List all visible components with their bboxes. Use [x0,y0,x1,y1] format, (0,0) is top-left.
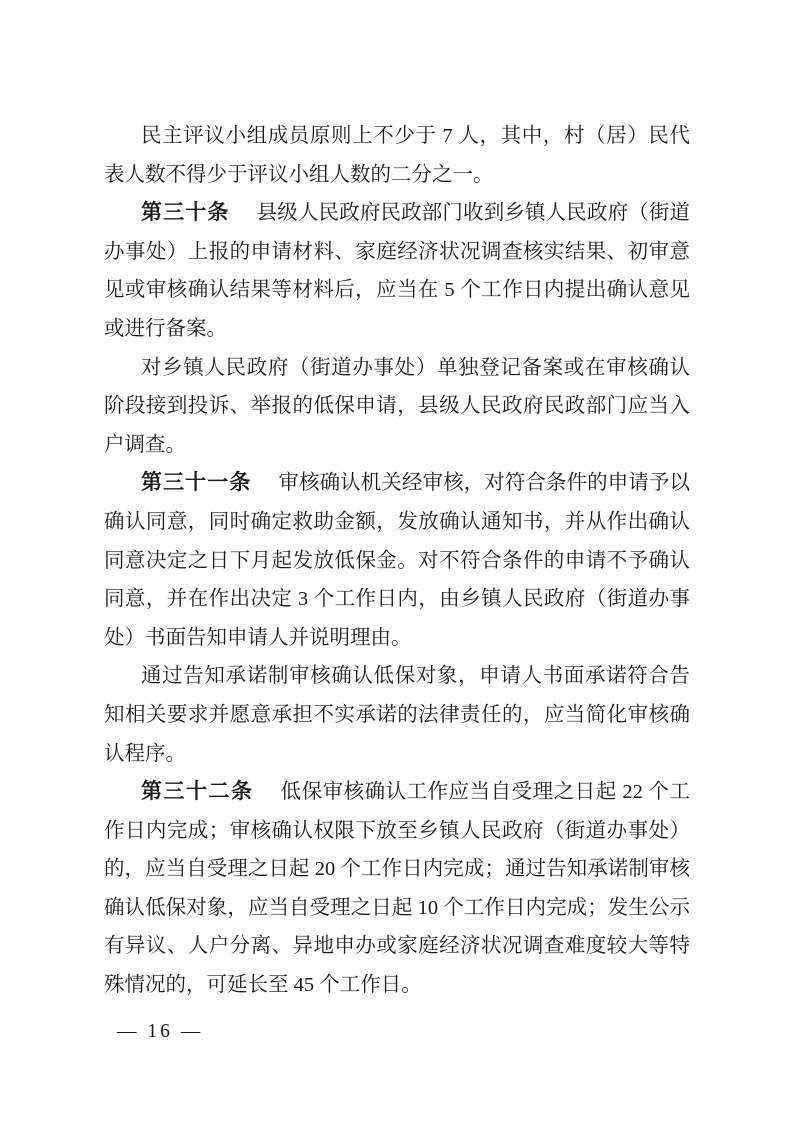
text-run: 有异议、人户分离、异地申办或家庭经济状况调查难度较大等特 [104,935,690,958]
text-run: 认程序。 [104,742,186,765]
text-run: 低保审核确认工作应当自受理之日起 22 个工 [280,781,690,804]
text-run: 或进行备案。 [104,317,227,340]
text-run: 表人数不得少于评议小组人数的二分之一。 [104,163,494,186]
text-line [104,657,690,696]
text-run: 知相关要求并愿意承担不实承诺的法律责任的，应当简化审核确 [104,703,690,726]
text-line [104,542,690,581]
text-line [104,696,690,735]
text-line [104,503,690,542]
text-line [104,735,690,774]
text-run: 通过告知承诺制审核确认低保对象，申请人书面承诺符合告 [141,665,690,688]
article-number: 第三十一条 [141,471,252,495]
text-line [104,850,690,889]
text-line [104,349,690,388]
text-run: 审核确认机关经审核，对符合条件的申请予以 [278,472,690,495]
text-run: 同意，并在作出决定 3 个工作日内，由乡镇人民政府（街道办事 [104,588,690,611]
text-run: 民主评议小组成员原则上不少于 7 人，其中，村（居）民代 [141,125,690,147]
text-line [104,194,690,233]
article-number: 第三十二条 [141,780,254,804]
text-line [104,387,690,426]
text-line [104,927,690,966]
text-run: 的，应当自受理之日起 20 个工作日内完成；通过告知承诺制审核 [104,858,690,881]
text-run: 办事处）上报的申请材料、家庭经济状况调查核实结果、初审意 [104,240,690,263]
text-run: 殊情况的，可延长至 45 个工作日。 [104,974,422,997]
text-run: 作日内完成；审核确认权限下放至乡镇人民政府（街道办事处） [104,819,690,842]
text-line [104,156,690,195]
text-line [104,966,690,1005]
text-line [104,889,690,928]
text-run: 同意决定之日下月起发放低保金。对不符合条件的申请不予确认 [104,549,690,572]
document-body [104,117,690,1005]
text-line [104,464,690,503]
text-run: 见或审核确认结果等材料后，应当在 5 个工作日内提出确认意见 [104,279,690,302]
text-line [104,773,690,812]
text-line [104,310,690,349]
text-line [104,580,690,619]
text-run: 确认同意，同时确定救助金额，发放确认通知书，并从作出确认 [104,510,690,533]
text-line [104,619,690,658]
text-line [104,233,690,272]
text-run: 对乡镇人民政府（街道办事处）单独登记备案或在审核确认 [141,356,690,379]
text-line [104,812,690,851]
text-line [104,117,690,156]
page-number: — 16 — [117,1021,204,1042]
text-line [104,426,690,465]
text-run: 处）书面告知申请人并说明理由。 [104,626,412,649]
text-run: 户调查。 [104,433,186,456]
text-line [104,271,690,310]
text-run: 阶段接到投诉、举报的低保申请，县级人民政府民政部门应当入 [104,395,690,418]
text-run: 确认低保对象，应当自受理之日起 10 个工作日内完成；发生公示 [104,896,690,919]
article-number: 第三十条 [141,201,230,225]
text-run: 县级人民政府民政部门收到乡镇人民政府（街道 [256,202,690,225]
